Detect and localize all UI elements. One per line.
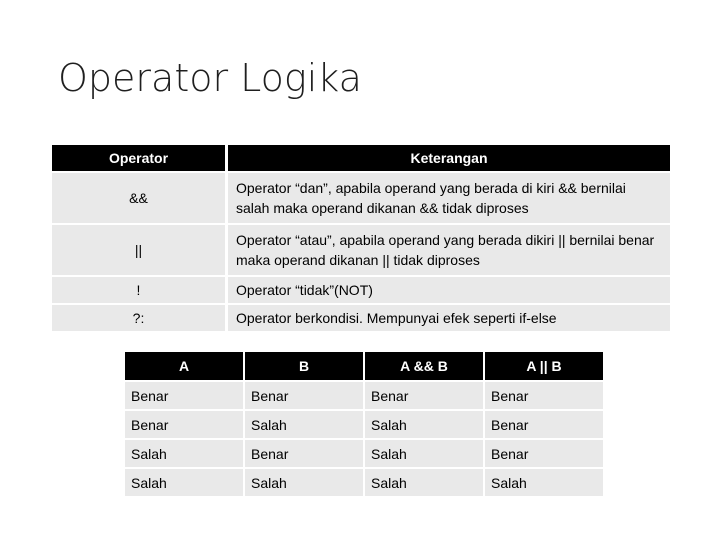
table-row [52, 225, 670, 275]
operators-table [52, 145, 670, 333]
table-cell: Salah [365, 411, 483, 438]
table-cell: Salah [485, 469, 603, 496]
table-cell: Salah [125, 440, 243, 467]
table-cell: Salah [245, 469, 363, 496]
table-row [52, 173, 670, 223]
table-cell: Benar [125, 382, 243, 409]
description-cell: Operator “tidak”(NOT) [236, 282, 373, 298]
truth-table [125, 352, 605, 498]
table-row [52, 277, 670, 303]
operator-cell: || [134, 242, 143, 258]
table-row [125, 382, 605, 409]
operators-table-header [52, 145, 670, 171]
table-cell: Benar [245, 382, 363, 409]
table-row [125, 440, 605, 467]
table-cell: Benar [245, 440, 363, 467]
operator-cell: ! [136, 282, 141, 298]
header-keterangan: Keterangan [228, 145, 670, 171]
table-cell: Salah [125, 469, 243, 496]
header-a: A [125, 352, 243, 380]
operator-cell: ?: [132, 310, 145, 326]
operator-cell: && [129, 190, 148, 206]
description-cell: Operator “atau”, apabila operand yang berada dikiri || bernilai benar maka operand dikanan || tidak diproses [236, 232, 655, 268]
table-cell: Salah [365, 440, 483, 467]
description-cell: Operator berkondisi. Mempunyai efek seperti if-else [236, 310, 557, 326]
table-row [52, 305, 670, 331]
table-cell: Benar [485, 411, 603, 438]
header-operator: Operator [52, 145, 225, 171]
table-row [125, 411, 605, 438]
table-cell: Salah [365, 469, 483, 496]
table-cell: Benar [485, 440, 603, 467]
truth-table-header [125, 352, 605, 380]
header-a-and-b: A && B [365, 352, 483, 380]
slide-title: Operator Logika [58, 56, 362, 100]
table-cell: Benar [125, 411, 243, 438]
header-a-or-b: A || B [485, 352, 603, 380]
header-b: B [245, 352, 363, 380]
table-cell: Salah [245, 411, 363, 438]
table-cell: Benar [485, 382, 603, 409]
table-cell: Benar [365, 382, 483, 409]
description-cell: Operator “dan”, apabila operand yang berada di kiri && bernilai salah maka operand dikanan && tidak diproses [236, 180, 626, 216]
table-row [125, 469, 605, 496]
